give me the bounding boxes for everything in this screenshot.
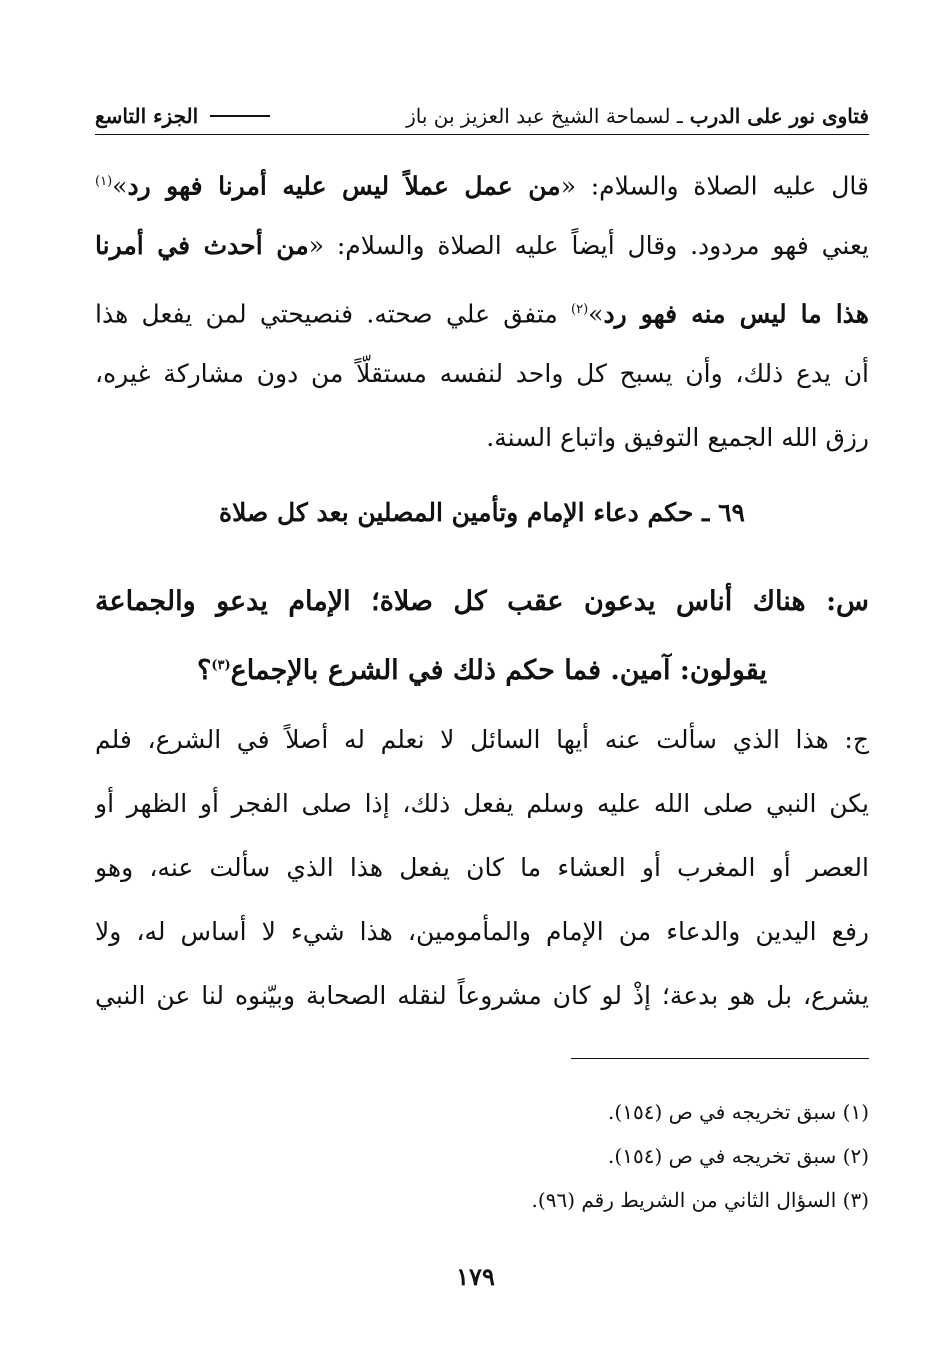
page-number: ١٧٩ <box>456 1262 495 1291</box>
text-run: متفق علي صحته. فنصيحتي لمن يفعل هذا <box>95 299 572 329</box>
question-block <box>95 570 869 698</box>
footnote: (٣) السؤال الثاني من الشريط رقم (٩٦). <box>531 1188 869 1212</box>
answer-line: رفع اليدين والدعاء من الإمام والمأمومين، هذا شيء لا أساس له، ولا <box>95 917 869 946</box>
answer-block <box>95 708 869 1028</box>
text-run: قال عليه الصلاة والسلام: « <box>560 171 869 201</box>
footnote-separator <box>571 1058 869 1059</box>
header-volume: الجزء التاسع <box>95 104 199 128</box>
footnote-ref: (٣) <box>211 658 231 673</box>
section-title: ٦٩ ـ حكم دعاء الإمام وتأمين المصلين بعد كل صلاة <box>219 498 745 527</box>
running-header <box>95 98 869 134</box>
text-run: يقولون: آمين. فما حكم ذلك في الشرع بالإجماع <box>230 655 767 686</box>
text-run: » <box>112 171 128 201</box>
hadith-quote: من أحدث في أمرنا <box>95 231 309 260</box>
text-run: يعني فهو مردود. وقال أيضاً عليه الصلاة والسلام: « <box>308 231 869 260</box>
answer-line: ج: هذا الذي سألت عنه أيها السائل لا نعلم له أصلاً في الشرع، فلم <box>95 725 869 754</box>
footnote: (١) سبق تخريجه في ص (١٥٤). <box>608 1100 869 1124</box>
header-volume-group <box>95 104 276 128</box>
header-dash <box>210 115 270 117</box>
header-rule <box>95 134 869 135</box>
paragraph-line <box>95 214 869 278</box>
paragraph-hadith <box>95 150 869 470</box>
question-line <box>95 634 869 698</box>
hadith-quote: من عمل عملاً ليس عليه أمرنا فهو رد <box>127 171 561 201</box>
answer-line: يكن النبي صلى الله عليه وسلم يفعل ذلك، إذا صلى الفجر أو الظهر أو <box>95 789 869 818</box>
footnote-ref: (١) <box>95 174 113 189</box>
paragraph-line: رزق الله الجميع التوفيق واتباع السنة. <box>486 423 869 452</box>
text-run: ؟ <box>197 655 212 686</box>
footnote-ref: (٢) <box>571 302 589 317</box>
header-author: ـ لسماحة الشيخ عبد العزيز بن باز <box>406 104 683 128</box>
text-run: » <box>588 299 604 329</box>
question-line: س: هناك أناس يدعون عقب كل صلاة؛ الإمام يدعو والجماعة <box>95 586 869 617</box>
footnotes <box>95 1090 869 1222</box>
header-left-group <box>406 104 869 128</box>
answer-line: العصر أو المغرب أو العشاء ما كان يفعل هذا الذي سألت عنه، وهو <box>95 853 869 882</box>
footnote: (٢) سبق تخريجه في ص (١٥٤). <box>608 1144 869 1168</box>
paragraph-line <box>95 278 869 342</box>
header-book-title: فتاوى نور على الدرب <box>689 104 869 128</box>
hadith-quote: هذا ما ليس منه فهو رد <box>603 299 869 329</box>
paragraph-line <box>95 150 869 214</box>
paragraph-line: أن يدع ذلك، وأن يسبح كل واحد لنفسه مستقلّاً من دون مشاركة غيره، <box>95 359 869 388</box>
answer-line: يشرع، بل هو بدعة؛ إذْ لو كان مشروعاً لنقله الصحابة وبيّنوه لنا عن النبي <box>95 981 869 1010</box>
